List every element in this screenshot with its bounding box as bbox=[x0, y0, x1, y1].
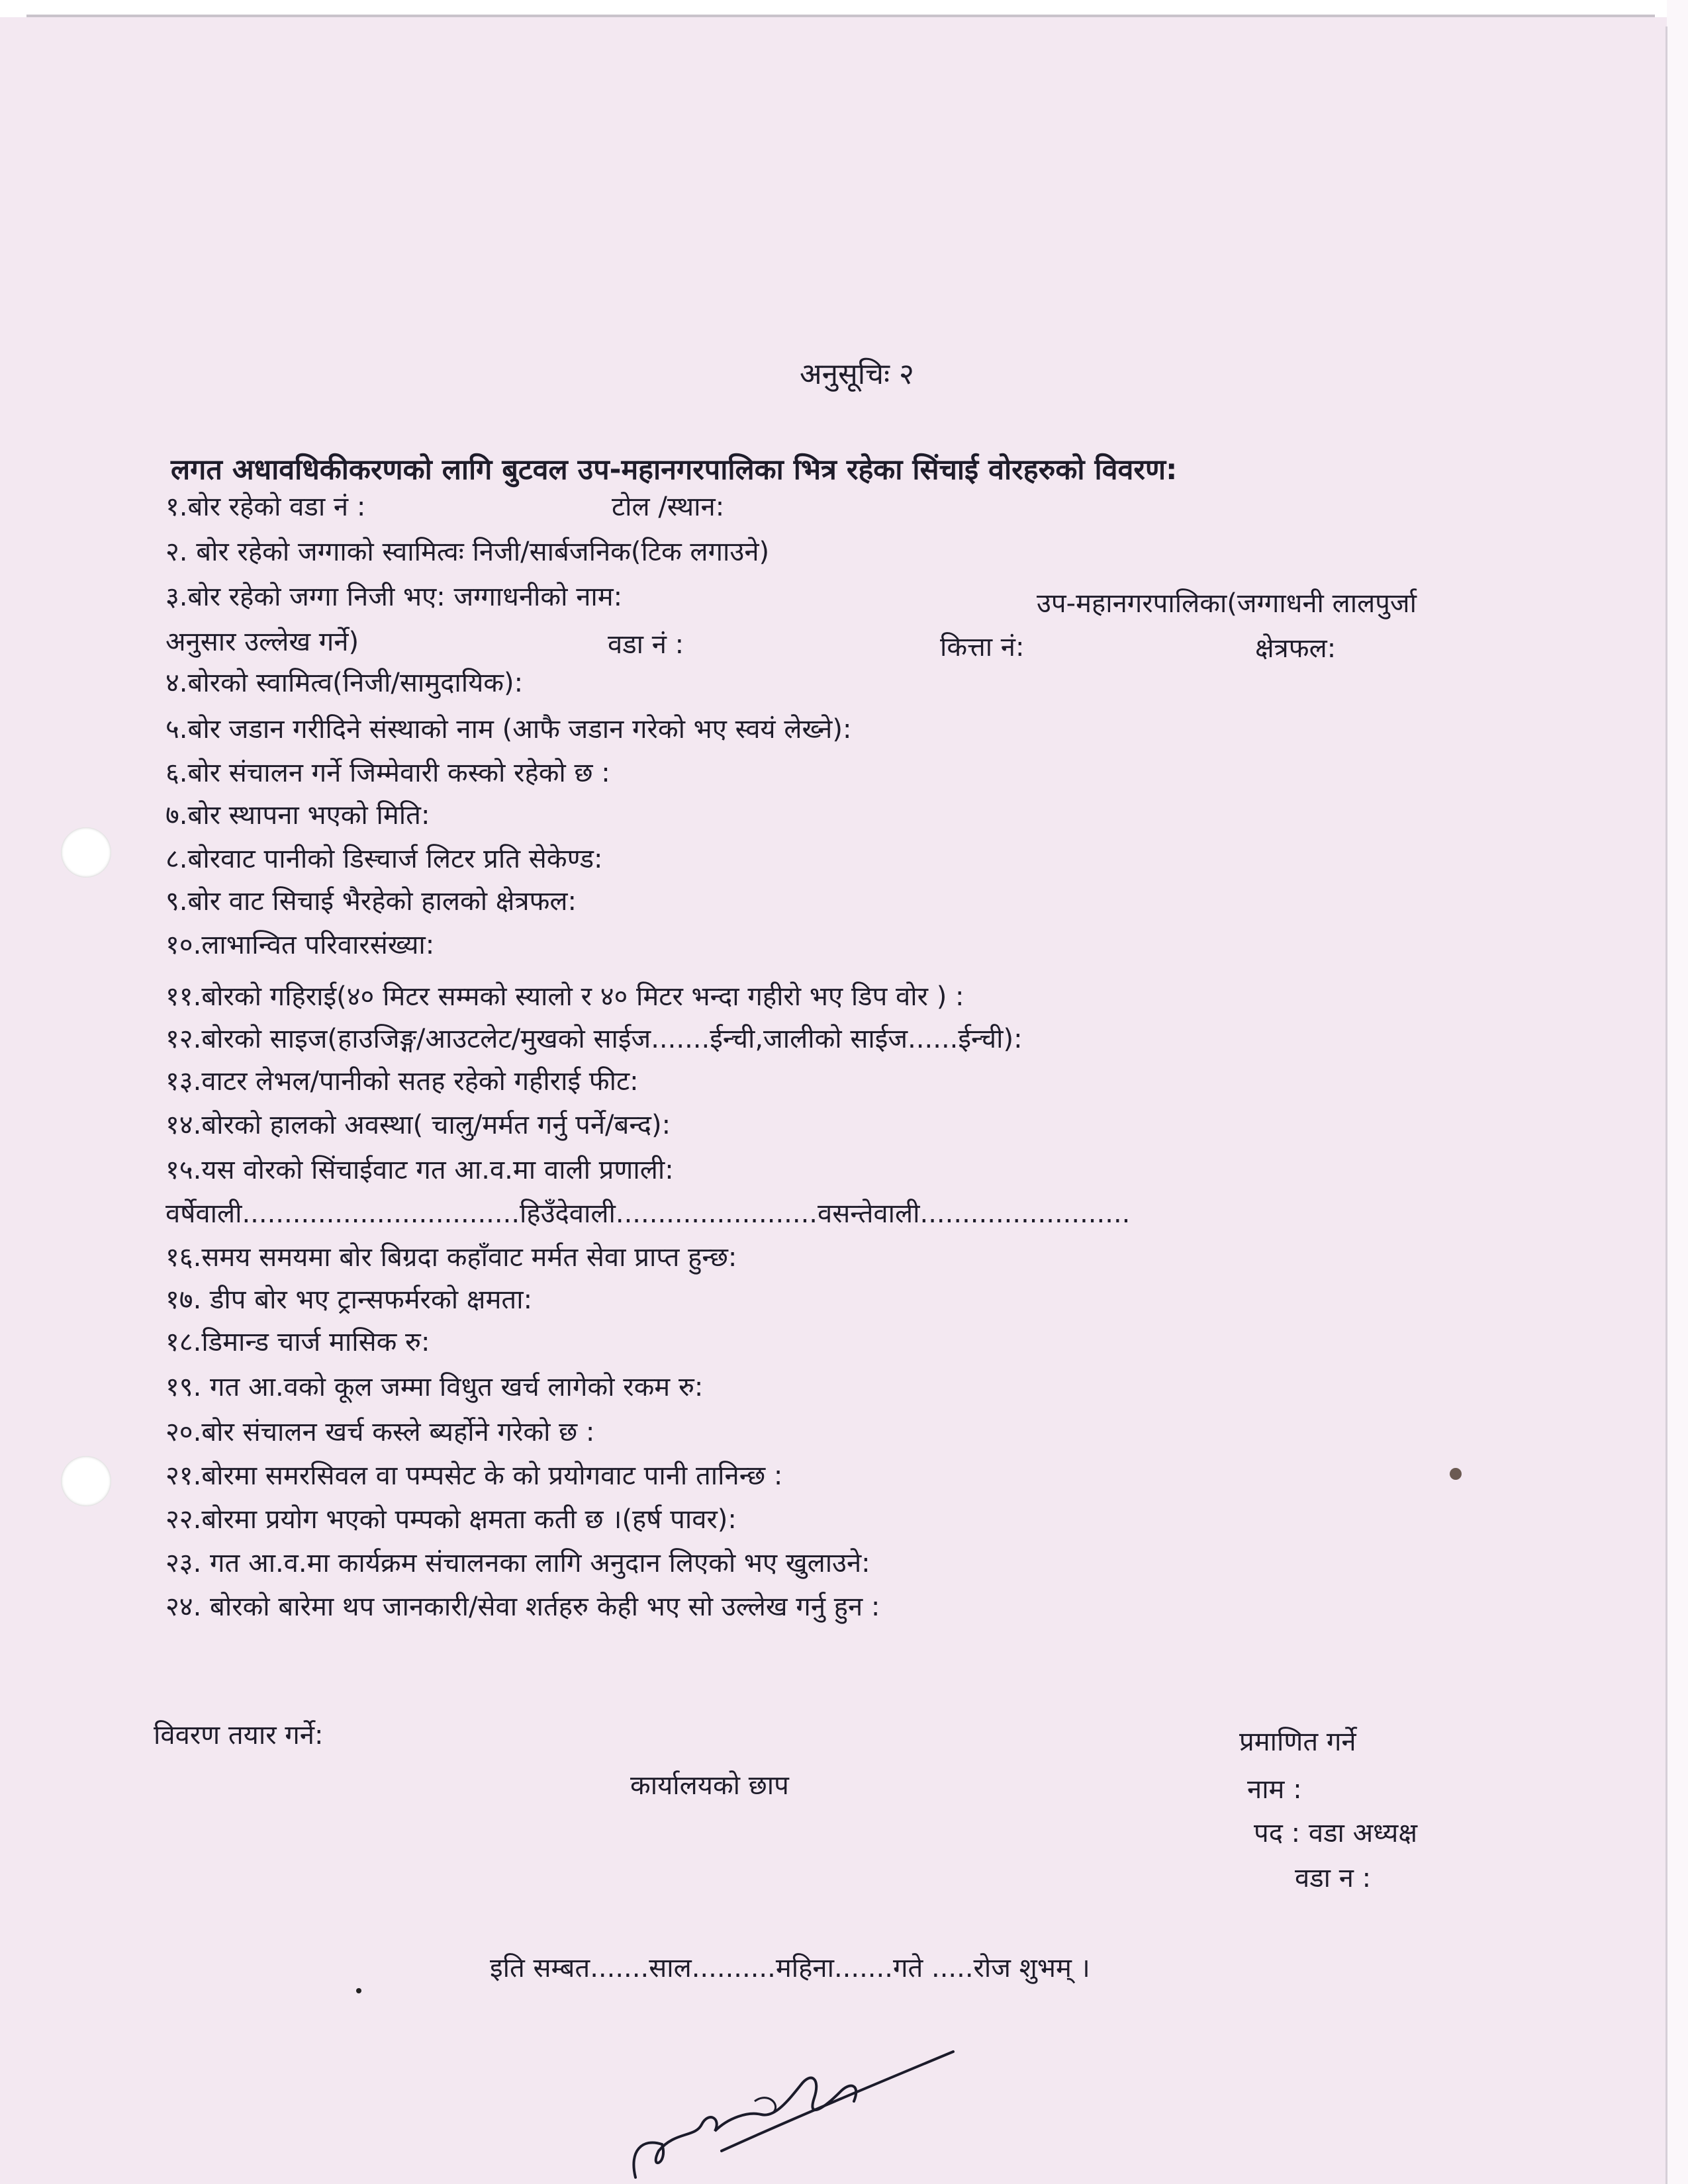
field-landowner-name: ३.बोर रहेको जग्गा निजी भए: जग्गाधनीको नाम: bbox=[165, 582, 623, 612]
field-operation-cost-bearer: २०.बोर संचालन खर्च कस्ले ब्यर्होने गरेको छ : bbox=[165, 1417, 595, 1447]
certified-by-label: प्रमाणित गर्ने bbox=[1239, 1727, 1356, 1757]
handwritten-signature bbox=[622, 2038, 993, 2184]
field-pump-type: २१.बोरमा समरसिवल वा पम्पसेट के को प्रयोगवाट पानी तानिन्छ : bbox=[165, 1461, 783, 1491]
prepared-by-label: विवरण तयार गर्ने: bbox=[154, 1720, 324, 1751]
field-installation-date: ७.बोर स्थापना भएको मिति: bbox=[165, 800, 430, 831]
punch-hole bbox=[61, 827, 111, 878]
field-transformer-capacity: १७. डीप बोर भए ट्रान्सफर्मरको क्षमता: bbox=[165, 1285, 533, 1315]
field-ward-no-2: वडा नं : bbox=[608, 629, 684, 660]
ward-label: वडा न : bbox=[1295, 1863, 1372, 1893]
field-tole-location: टोल /स्थान: bbox=[612, 492, 725, 522]
field-bore-condition: १४.बोरको हालको अवस्था( चालु/मर्मत गर्नु पर्ने/बन्द): bbox=[165, 1110, 671, 1140]
punch-hole bbox=[61, 1456, 111, 1506]
field-kitta-no: कित्ता नं: bbox=[940, 632, 1025, 662]
field-bore-size: १२.बोरको साइज(हाउजिङ्ग/आउटलेट/मुखको साईज.......ईन्ची,जालीको साईज......ईन्ची): bbox=[165, 1024, 1023, 1054]
ink-dot bbox=[1450, 1468, 1462, 1480]
field-as-per-lalpurja: अनुसार उल्लेख गर्ने) bbox=[165, 627, 359, 657]
field-pump-capacity: २२.बोरमा प्रयोग भएको पम्पको क्षमता कती छ ।(हर्ष पावर): bbox=[165, 1504, 737, 1535]
name-label: नाम : bbox=[1247, 1774, 1302, 1805]
field-land-ownership: २. बोर रहेको जग्गाको स्वामित्वः निजी/सार्बजनिक(टिक लगाउने) bbox=[165, 537, 770, 567]
field-ward-number: १.बोर रहेको वडा नं : bbox=[165, 492, 366, 522]
field-electricity-cost: १९. गत आ.वको कूल जम्मा विधुत खर्च लागेको रकम रु: bbox=[165, 1372, 704, 1402]
ink-dot bbox=[356, 1988, 361, 1993]
date-line: इति सम्बत.......साल..........महिना.......गते .....रोज शुभम् । bbox=[490, 1953, 1090, 1983]
page-title: अनुसूचिः २ bbox=[800, 357, 914, 391]
field-grant-received: २३. गत आ.व.मा कार्यक्रम संचालनका लागि अनुदान लिएको भए खुलाउने: bbox=[165, 1548, 870, 1578]
field-bore-depth: ११.बोरको गहिराई(४० मिटर सम्मको स्यालो र ४० मिटर भन्दा गहीरो भए डिप वोर ) : bbox=[165, 981, 964, 1012]
field-bore-ownership: ४.बोरको स्वामित्व(निजी/सामुदायिक): bbox=[165, 668, 524, 698]
scan-top-edge bbox=[26, 15, 1655, 17]
office-stamp-label: कार्यालयको छाप bbox=[630, 1770, 789, 1801]
field-water-level: १३.वाटर लेभल/पानीको सतह रहेको गहीराई फीट: bbox=[165, 1066, 639, 1097]
field-discharge: ८.बोरवाट पानीको डिस्चार्ज लिटर प्रति सेकेण्ड: bbox=[165, 844, 603, 874]
scan-right-margin bbox=[1667, 0, 1688, 2184]
form-heading: लगत अधावधिकीकरणको लागि बुटवल उप-महानगरपालिका भित्र रहेका सिंचाई वोरहरुको विवरण: bbox=[171, 453, 1178, 486]
post-label: पद : वडा अध्यक्ष bbox=[1254, 1818, 1418, 1848]
field-installer-name: ५.बोर जडान गरीदिने संस्थाको नाम (आफै जडान गरेको भए स्वयं लेख्ने): bbox=[165, 714, 852, 745]
field-cropping-system: १५.यस वोरको सिंचाईवाट गत आ.व.मा वाली प्रणाली: bbox=[165, 1155, 674, 1185]
field-irrigated-area: ९.बोर वाट सिचाई भैरहेको हालको क्षेत्रफल: bbox=[165, 886, 577, 917]
field-municipality-note: उप-महानगरपालिका(जग्गाधनी लालपुर्जा bbox=[1037, 588, 1417, 619]
field-repair-service: १६.समय समयमा बोर बिग्रदा कहाँवाट मर्मत सेवा प्राप्त हुन्छ: bbox=[165, 1242, 737, 1273]
field-crop-seasons: वर्षेवाली.................................हिउँदेवाली........................वसन्तेवाली......................... bbox=[165, 1199, 1131, 1229]
field-area: क्षेत्रफल: bbox=[1255, 633, 1336, 664]
field-additional-info: २४. बोरको बारेमा थप जानकारी/सेवा शर्तहरु केही भए सो उल्लेख गर्नु हुन : bbox=[165, 1592, 880, 1622]
field-beneficiary-households: १०.लाभान्वित परिवारसंख्या: bbox=[165, 930, 435, 960]
field-operation-responsibility: ६.बोर संचालन गर्ने जिम्मेवारी कस्को रहेको छ : bbox=[165, 758, 610, 788]
field-demand-charge: १८.डिमान्ड चार्ज मासिक रु: bbox=[165, 1327, 430, 1357]
scan-right-edge bbox=[1665, 26, 1667, 2184]
